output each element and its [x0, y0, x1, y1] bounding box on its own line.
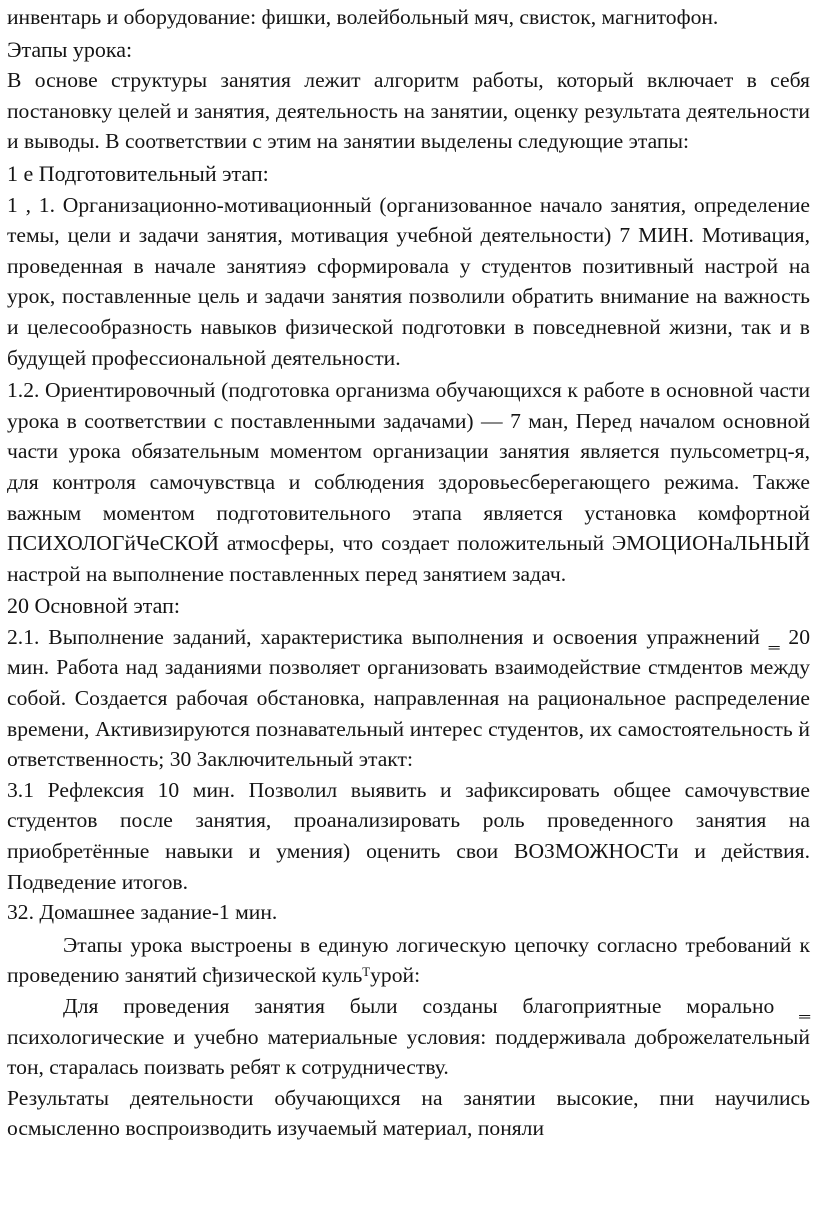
- logical-chain-paragraph: Этапы урока выстроены в единую логическую цепочку согласно требований к проведению занятий сђизической кульᵀурой:: [7, 932, 810, 988]
- preparatory-stage-heading: 1 е Подготовительный этап:: [7, 160, 269, 186]
- equipment-line: инвентарь и оборудование: фишки, волейбольный мяч, свисток, магнитофон.: [7, 5, 719, 29]
- conditions-paragraph: Для проведения занятия были созданы благоприятные морально ‗ психологические и учебно материальные условия: поддерживала доброжелательный тон, старалась поизвать ребят к сотрудничеству.: [7, 994, 810, 1080]
- structure-paragraph: В основе структуры занятия лежит алгоритм работы, который включает в себя постановку целей и занятия, деятельность на занятии, оценку результата деятельности и выводы. В соответствии с этим на занятии выделены следующие этапы:: [7, 68, 810, 154]
- lesson-stages-heading: Этапы урока:: [7, 36, 133, 62]
- tasks-paragraph: 2.1. Выполнение заданий, характеристика выполнения и освоения упражнений ‗ 20 мин. Работа над заданиями позволяет организовать взаимодействие стмдентов между собой. Создается рабочая обстановка, направленная на рациональное распределение времени, Активизируются познавательный интерес студентов, их самостоятельность й ответственность; 30 Заключительный этакт:: [7, 624, 810, 772]
- homework-line: 32. Домашнее задание-1 мин.: [7, 900, 278, 925]
- results-paragraph: Результаты деятельности обучающихся на занятии высокие, пни научились осмысленно воспроизводить изучаемый материал, поняли: [7, 1085, 810, 1141]
- orientation-stage-paragraph: 1.2. Ориентировочный (подготовка организма обучающихся к работе в основной части урока в соответствии с поставленными задачами) — 7 ман, Перед началом основной части урока обязательным моментом организации занятия является пульсометрц-я, для контроля самочувствца и соблюдения здоровьесберегающего режима. Также важным моментом подготовительного этапа является установка комфортной ПСИХОЛОГйЧеСКОЙ атмосферы, что создает положительный ЭМОЦИОНаЛЬНЫЙ настрой на выполнение поставленных перед занятием задач.: [7, 378, 810, 586]
- reflection-paragraph: 3.1 Рефлексия 10 мин. Позволил выявить и зафиксировать общее самочувствие студентов после занятия, проанализировать роль проведенного занятия на приобретённые навыки и умения) оценить свои ВОЗМОЖНОСТи и действия. Подведение итогов.: [7, 777, 810, 894]
- organizational-stage-paragraph: 1 , 1. Организационно-мотивационный (организованное начало занятия, определение темы, цели и задачи занятия, мотивация учебной деятельности) 7 МИН. Мотивация, проведенная в начале занятияэ сформировала у студентов позитивный настрой на урок, поставленные цель и задачи занятия позволили обратить внимание на важность и целесообразность навыков физической подготовки в повседневной жизни, так и в будущей профессиональной деятельности.: [7, 192, 810, 370]
- main-stage-heading: 20 Основной этап:: [7, 593, 181, 619]
